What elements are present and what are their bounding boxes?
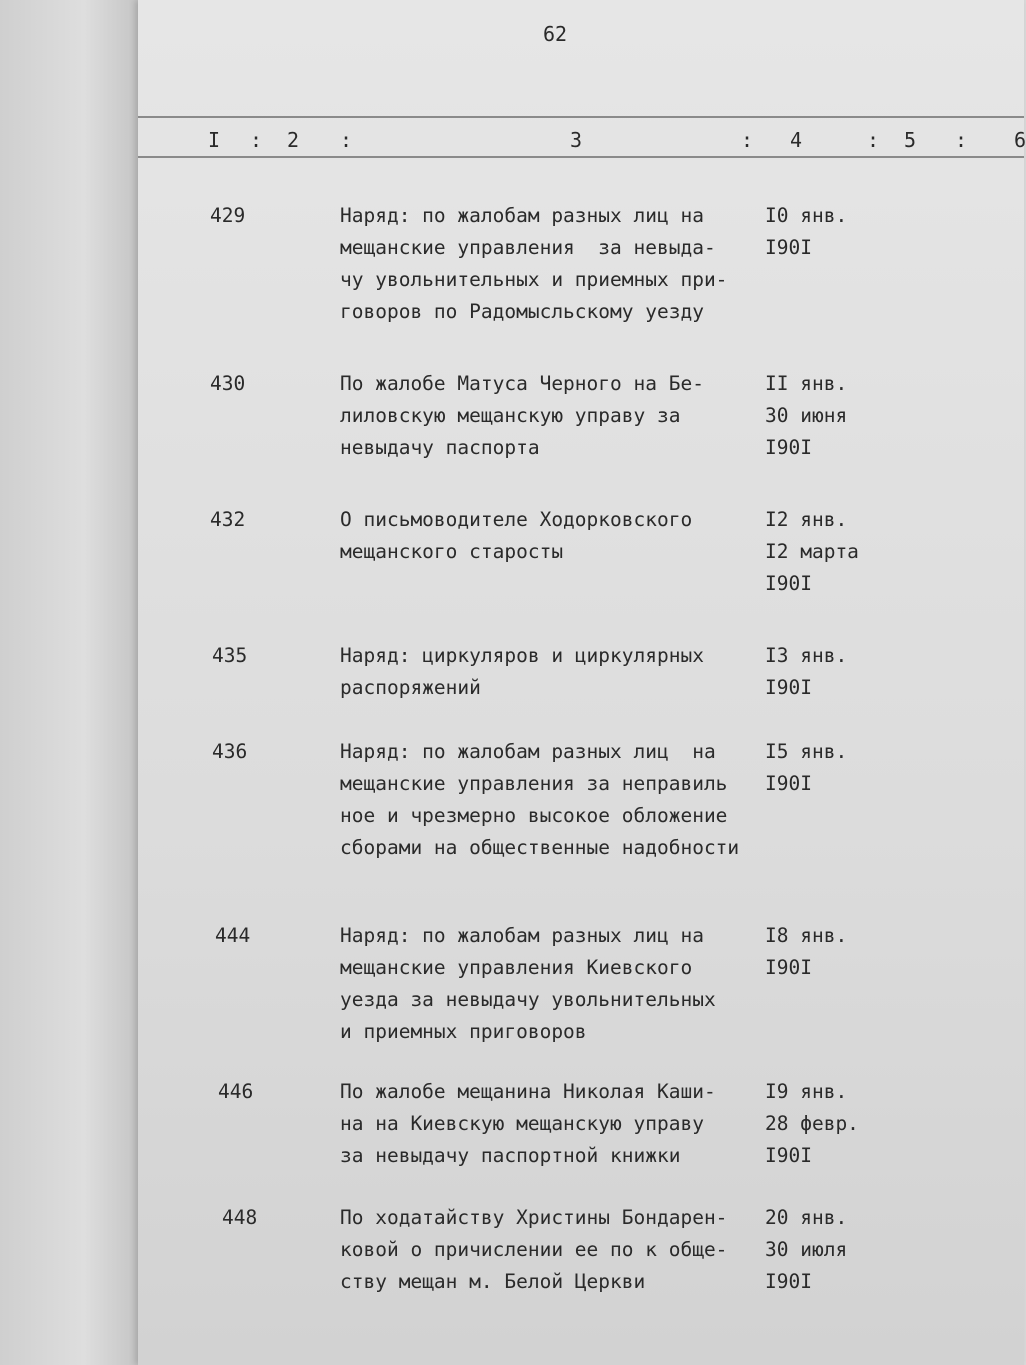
description-line: Наряд: по жалобам разных лиц на	[340, 924, 704, 947]
entry-dates	[765, 920, 847, 984]
column-separator: :	[250, 128, 263, 152]
column-separator: :	[741, 128, 754, 152]
entry-number: 435	[212, 644, 248, 667]
date-line: I90I	[765, 236, 812, 259]
entry-description	[340, 736, 739, 864]
date-line: I90I	[765, 572, 812, 595]
entry-description	[340, 504, 692, 568]
entry-dates	[765, 200, 847, 264]
entry-dates	[765, 1202, 847, 1298]
description-line: мещанские управления Киевского	[340, 956, 693, 979]
entry-dates	[765, 640, 847, 704]
description-line: мещанские управления за неправиль	[340, 772, 728, 795]
date-line: I90I	[765, 1144, 812, 1167]
header-top-rule	[138, 116, 1024, 118]
column-header-6: 6	[1014, 128, 1026, 152]
description-line: Наряд: по жалобам разных лиц на	[340, 740, 716, 763]
description-line: ковой о причислении ее по к обще-	[340, 1238, 728, 1261]
date-line: I90I	[765, 956, 812, 979]
description-line: мещанские управления за невыда-	[340, 236, 716, 259]
description-line: Наряд: циркуляров и циркулярных	[340, 644, 704, 667]
page-number: 62	[543, 22, 568, 46]
description-line: и приемных приговоров	[340, 1020, 587, 1043]
column-separator: :	[867, 128, 880, 152]
date-line: 30 июля	[765, 1238, 848, 1261]
column-header-2: 2	[287, 128, 300, 152]
entry-number: 436	[212, 740, 248, 763]
date-line: I90I	[765, 676, 812, 699]
description-line: невыдачу паспорта	[340, 436, 540, 459]
entry-dates	[765, 504, 859, 600]
description-line: По жалобе Матуса Черного на Бе-	[340, 372, 704, 395]
entry-number: 448	[222, 1206, 258, 1229]
date-line: I2 марта	[765, 540, 859, 563]
entry-description	[340, 1076, 716, 1172]
entry-dates	[765, 368, 847, 464]
description-line: Наряд: по жалобам разных лиц на	[340, 204, 704, 227]
column-separator: :	[340, 128, 353, 152]
entry-description	[340, 640, 704, 704]
date-line: I8 янв.	[765, 924, 848, 947]
entry-description	[340, 200, 727, 328]
entry-number: 446	[218, 1080, 254, 1103]
description-line: По ходатайству Христины Бондарен-	[340, 1206, 728, 1229]
entry-dates	[765, 736, 847, 800]
entry-number: 430	[210, 372, 246, 395]
description-line: лиловскую мещанскую управу за	[340, 404, 681, 427]
date-line: I2 янв.	[765, 508, 848, 531]
description-line: на на Киевскую мещанскую управу	[340, 1112, 704, 1135]
description-line: По жалобе мещанина Николая Каши-	[340, 1080, 716, 1103]
entry-dates	[765, 1076, 859, 1172]
entry-description	[340, 368, 704, 464]
date-line: I90I	[765, 436, 812, 459]
date-line: II янв.	[765, 372, 848, 395]
column-header-3: 3	[570, 128, 583, 152]
entry-description	[340, 1202, 727, 1298]
previous-page-edge	[0, 0, 140, 1365]
column-header-4: 4	[790, 128, 803, 152]
description-line: распоряжений	[340, 676, 481, 699]
description-line: за невыдачу паспортной книжки	[340, 1144, 681, 1167]
description-line: ству мещан м. Белой Церкви	[340, 1270, 646, 1293]
description-line: говоров по Радомысльскому уезду	[340, 300, 704, 323]
description-line: О письмоводителе Ходорковского	[340, 508, 693, 531]
description-line: уезда за невыдачу увольнительных	[340, 988, 716, 1011]
header-bottom-rule	[138, 156, 1024, 158]
date-line: I3 янв.	[765, 644, 848, 667]
date-line: 28 февр.	[765, 1112, 859, 1135]
column-header-1: I	[208, 128, 221, 152]
column-separator: :	[955, 128, 968, 152]
description-line: чу увольнительных и приемных при-	[340, 268, 728, 291]
description-line: ное и чрезмерно высокое обложение	[340, 804, 728, 827]
date-line: I90I	[765, 772, 812, 795]
date-line: I5 янв.	[765, 740, 848, 763]
column-header-5: 5	[904, 128, 917, 152]
entry-number: 444	[215, 924, 251, 947]
date-line: 30 июня	[765, 404, 848, 427]
description-line: сборами на общественные надобности	[340, 836, 740, 859]
entry-number: 429	[210, 204, 246, 227]
date-line: 20 янв.	[765, 1206, 848, 1229]
entry-description	[340, 920, 716, 1048]
entry-number: 432	[210, 508, 246, 531]
date-line: I90I	[765, 1270, 812, 1293]
date-line: I0 янв.	[765, 204, 848, 227]
description-line: мещанского старосты	[340, 540, 564, 563]
date-line: I9 янв.	[765, 1080, 848, 1103]
